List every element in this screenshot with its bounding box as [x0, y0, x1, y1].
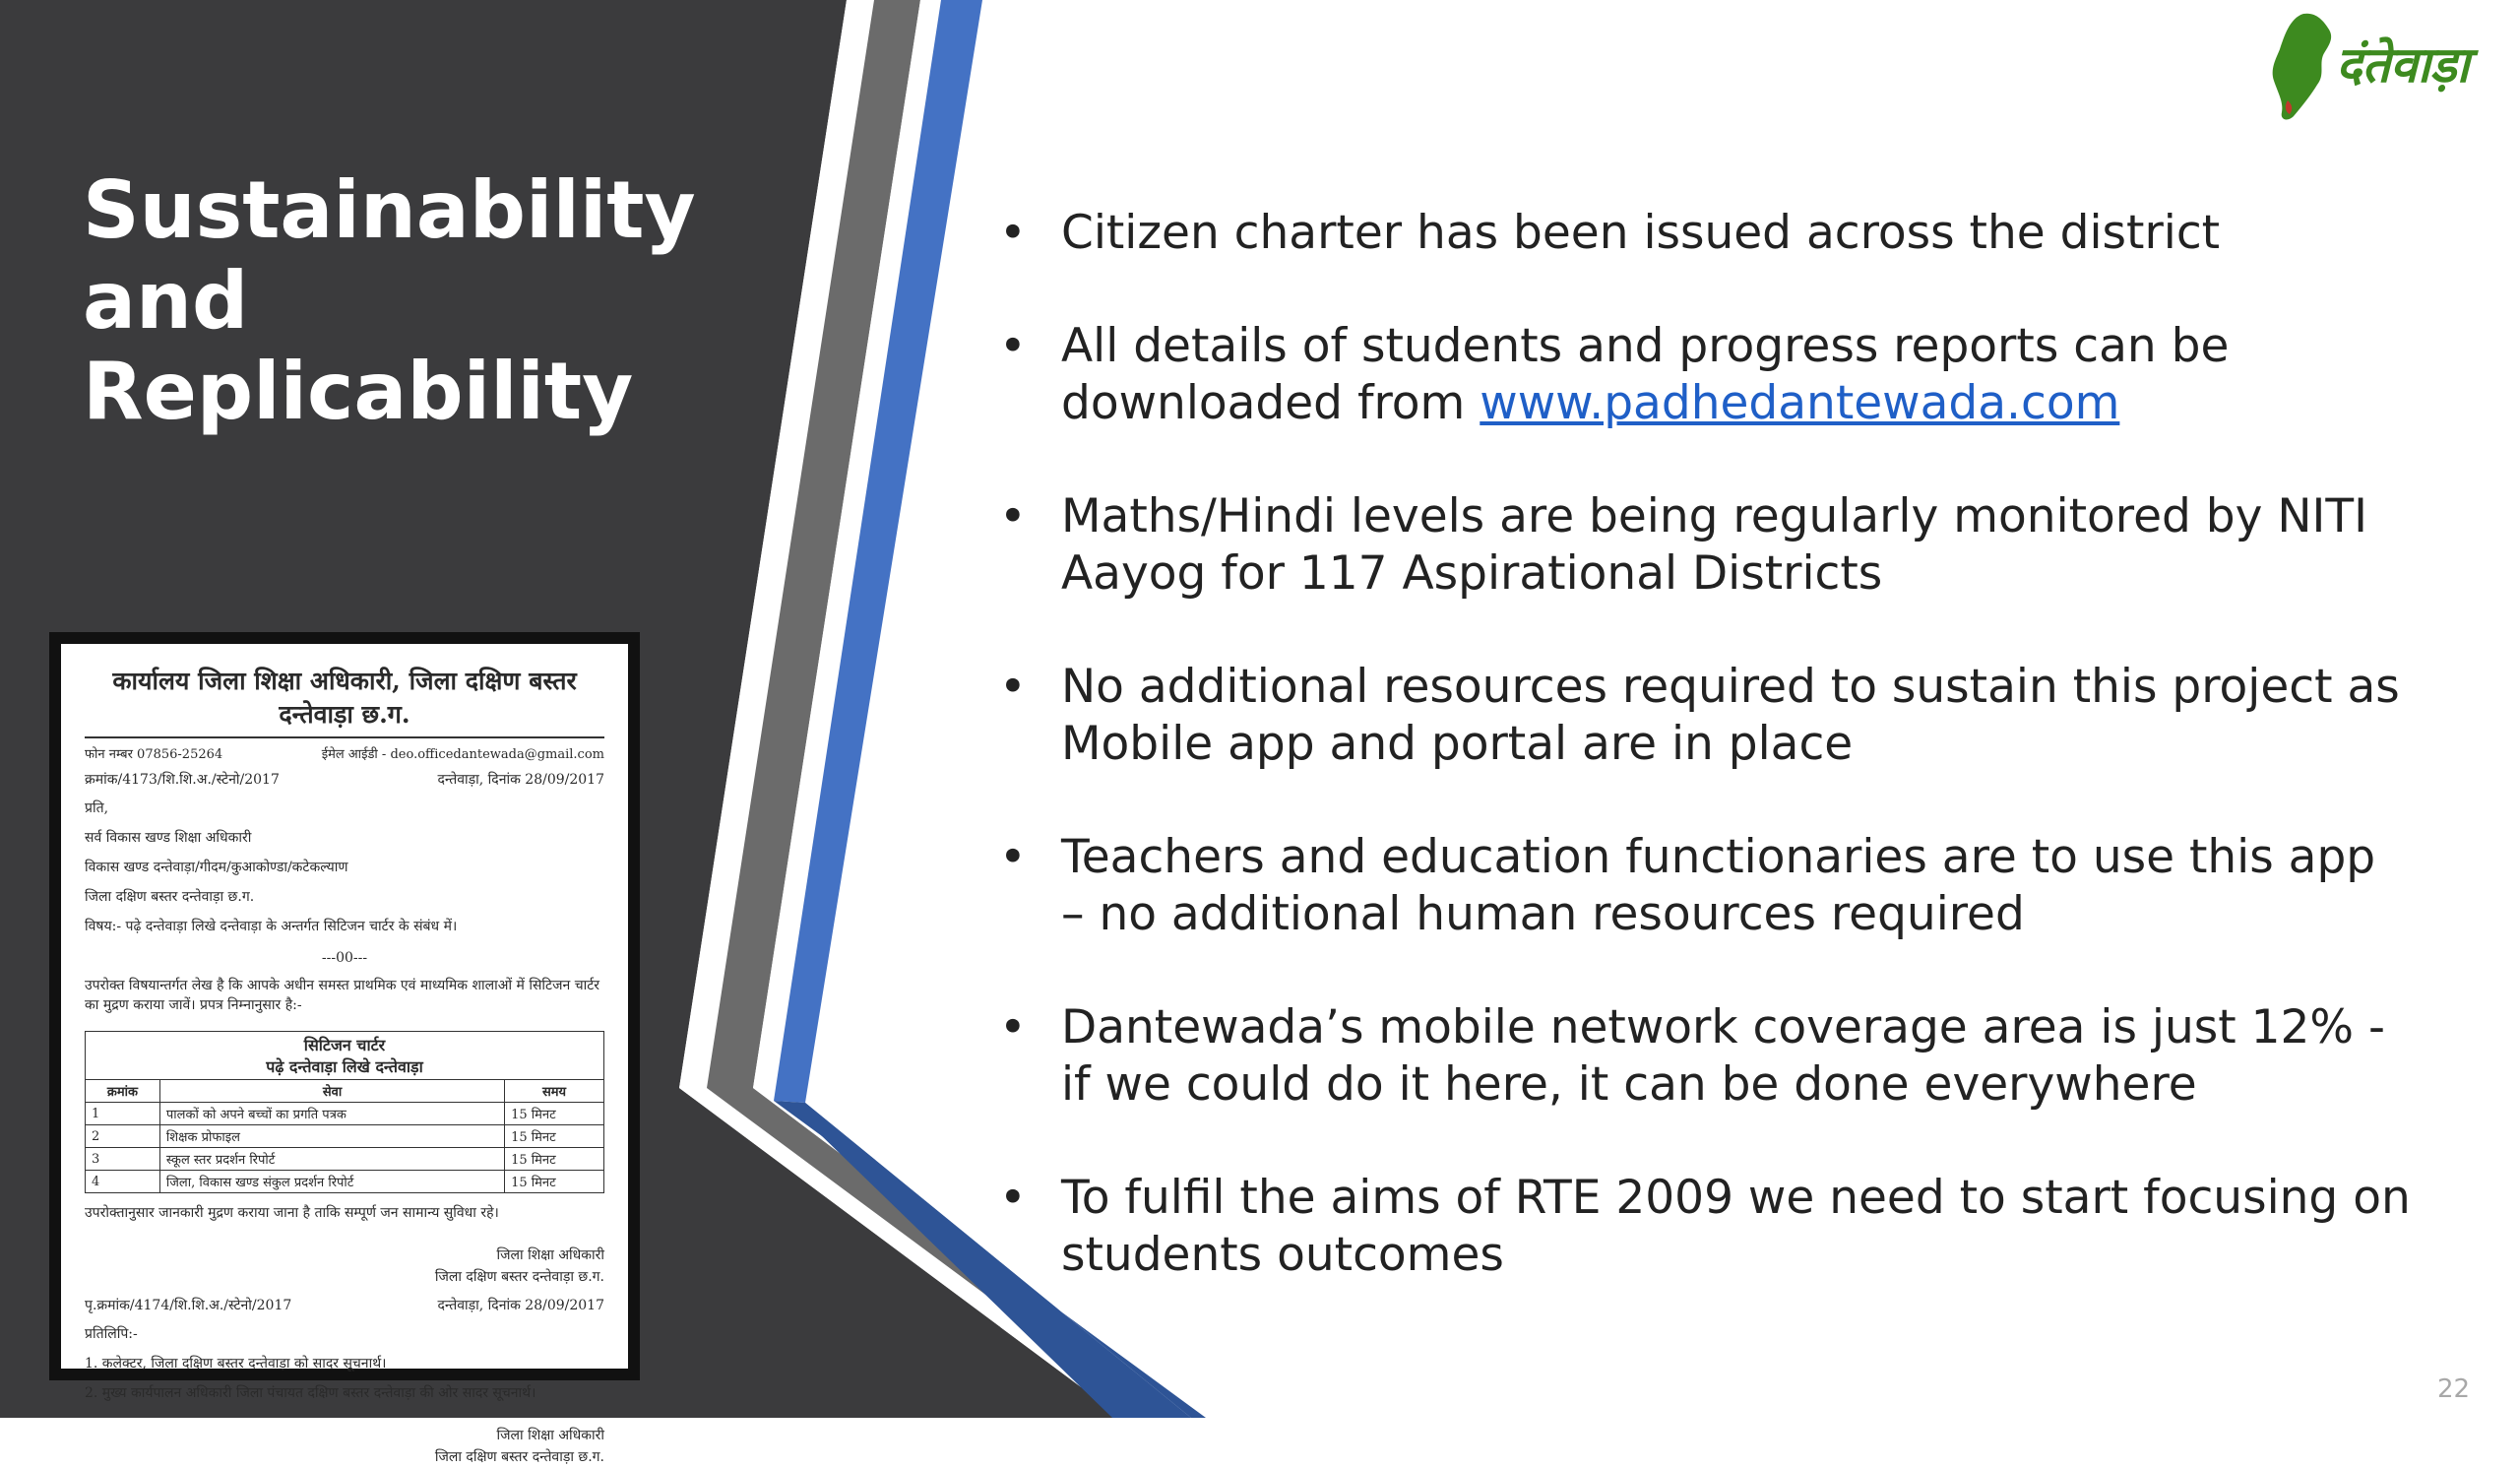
doc-signature	[85, 1245, 604, 1288]
doc-table-cell: पालकों को अपने बच्चों का प्रगति पत्रक	[159, 1103, 504, 1125]
doc-subject-row	[85, 917, 604, 936]
bullet-marker: •	[999, 489, 1027, 543]
doc-ref: क्रमांक/4173/शि.शि.अ./स्टेनो/2017	[85, 772, 280, 788]
bullet-item	[994, 318, 2412, 432]
doc-table-caption	[86, 1032, 604, 1080]
doc-table-header: सेवा	[159, 1080, 504, 1103]
doc-signature-line: जिला शिक्षा अधिकारी	[496, 1247, 604, 1263]
bullet-marker: •	[999, 206, 1027, 260]
doc-signature-line: जिला दक्षिण बस्तर दन्तेवाड़ा छ.ग.	[434, 1269, 604, 1285]
bullet-item	[994, 488, 2412, 603]
doc-charter-table	[85, 1031, 604, 1193]
doc-closing: उपरोक्तानुसार जानकारी मुद्रण कराया जाना है ताकि सम्पूर्ण जन सामान्य सुविधा रहे।	[85, 1205, 499, 1221]
bullet-text: Citizen charter has been issued across the district	[1061, 206, 2221, 260]
bullet-item	[994, 205, 2412, 262]
doc-signature-line: जिला शिक्षा अधिकारी	[496, 1428, 604, 1443]
bullet-text: No additional resources required to sustain this project as Mobile app and portal are in place	[1061, 660, 2400, 771]
doc-table-cell: शिक्षक प्रोफाइल	[159, 1125, 504, 1148]
doc-signature-line: जिला दक्षिण बस्तर दन्तेवाड़ा छ.ग.	[434, 1449, 604, 1465]
doc-ref-row	[85, 770, 604, 789]
doc-recipient: सर्व विकास खण्ड शिक्षा अधिकारी	[85, 830, 252, 846]
doc-phone: फोन नम्बर 07856-25264	[85, 747, 223, 762]
doc-table-cell: 4	[86, 1171, 160, 1193]
doc-copy-item: 1. कलेक्टर, जिला दक्षिण बस्तर दन्तेवाड़ा को सादर सूचनार्थ।	[85, 1356, 387, 1372]
doc-table-header: क्रमांक	[86, 1080, 160, 1103]
website-link[interactable]: www.padhedantewada.com	[1480, 376, 2120, 430]
doc-table-row	[86, 1125, 604, 1148]
dantewada-logo	[2264, 10, 2510, 128]
bullet-item	[994, 1170, 2412, 1284]
bullet-marker: •	[999, 830, 1027, 884]
doc-table-row	[86, 1103, 604, 1125]
bullet-marker: •	[999, 660, 1027, 714]
doc-table-row	[86, 1148, 604, 1171]
bullet-text: All details of students and progress reports can be downloaded from	[1061, 319, 2230, 430]
bullet-list	[994, 205, 2412, 1340]
bullet-text: Maths/Hindi levels are being regularly monitored by NITI Aayog for 117 Aspirational Districts	[1061, 489, 2367, 601]
doc-copy-item: 2. मुख्य कार्यपालन अधिकारी जिला पंचायत दक्षिण बस्तर दन्तेवाड़ा की ओर सादर सूचनार्थ।	[85, 1385, 536, 1401]
title-line: Sustainability	[83, 164, 696, 256]
citizen-charter-document-image	[49, 632, 640, 1465]
bullet-item	[994, 659, 2412, 773]
doc-table-cell: 15 मिनट	[505, 1148, 604, 1171]
title-line: and	[83, 255, 249, 347]
doc-recipient: विकास खण्ड दन्तेवाड़ा/गीदम/कुआकोण्डा/कटेकल्याण	[85, 860, 348, 875]
title-line: Replicability	[83, 346, 634, 437]
doc-date: दन्तेवाड़ा, दिनांक 28/09/2017	[437, 772, 604, 788]
page-number: 22	[2437, 1374, 2471, 1404]
slide-title	[83, 165, 772, 437]
doc-subject-label: विषय:-	[85, 919, 122, 934]
bullet-item	[994, 829, 2412, 943]
doc-table-title: सिटिजन चार्टर	[303, 1036, 386, 1054]
doc-recipient: जिला दक्षिण बस्तर दन्तेवाड़ा छ.ग.	[85, 889, 255, 905]
doc-copy-ref: पृ.क्रमांक/4174/शि.शि.अ./स्टेनो/2017	[85, 1298, 292, 1313]
doc-body: उपरोक्त विषयान्तर्गत लेख है कि आपके अधीन समस्त प्राथमिक एवं माध्यमिक शालाओं में सिटिजन चार्टर का मुद्रण कराया जावें। प्रपत्र निम्नानुसार है:-	[85, 978, 600, 1013]
logo-text: दंतेवाड़ा	[2336, 36, 2470, 94]
bullet-text: Dantewada’s mobile network coverage area is just 12% - if we could do it here, it can be done everywhere	[1061, 1000, 2385, 1112]
doc-final-signature	[85, 1425, 604, 1468]
doc-table-cell: 1	[86, 1103, 160, 1125]
bullet-marker: •	[999, 319, 1027, 373]
doc-table-cell: जिला, विकास खण्ड संकुल प्रदर्शन रिपोर्ट	[159, 1171, 504, 1193]
bullet-marker: •	[999, 1171, 1027, 1225]
doc-subject: पढ़े दन्तेवाड़ा लिखे दन्तेवाड़ा के अन्तर्गत सिटिजन चार्टर के संबंध में।	[125, 919, 458, 934]
doc-table-cell: 15 मिनट	[505, 1103, 604, 1125]
doc-copy-date: दन्तेवाड़ा, दिनांक 28/09/2017	[437, 1298, 604, 1313]
doc-table-cell: 15 मिनट	[505, 1125, 604, 1148]
doc-table-cell: 3	[86, 1148, 160, 1171]
doc-heading: कार्यालय जिला शिक्षा अधिकारी, जिला दक्षिण बस्तर दन्तेवाड़ा छ.ग.	[85, 664, 604, 738]
doc-copy-ref-row	[85, 1296, 604, 1314]
bullet-text: To fulfil the aims of RTE 2009 we need to start focusing on students outcomes	[1061, 1171, 2411, 1282]
doc-table-subtitle: पढ़े दन्तेवाड़ा लिखे दन्तेवाड़ा	[266, 1057, 423, 1076]
chhattisgarh-map-icon	[2264, 10, 2343, 126]
doc-to: प्रति,	[85, 800, 109, 816]
doc-copy-to: प्रतिलिपि:-	[85, 1326, 138, 1342]
doc-email: ईमेल आईडी - deo.officedantewada@gmail.com	[321, 747, 604, 762]
doc-table-cell: स्कूल स्तर प्रदर्शन रिपोर्ट	[159, 1148, 504, 1171]
bullet-item	[994, 999, 2412, 1114]
doc-contact-row	[85, 744, 604, 762]
doc-table-cell: 2	[86, 1125, 160, 1148]
doc-table-cell: 15 मिनट	[505, 1171, 604, 1193]
doc-table-row	[86, 1171, 604, 1193]
bullet-marker: •	[999, 1000, 1027, 1054]
doc-separator: ---00---	[321, 950, 368, 966]
bullet-text: Teachers and education functionaries are to use this app – no additional human resources required	[1061, 830, 2376, 941]
doc-table-header: समय	[505, 1080, 604, 1103]
